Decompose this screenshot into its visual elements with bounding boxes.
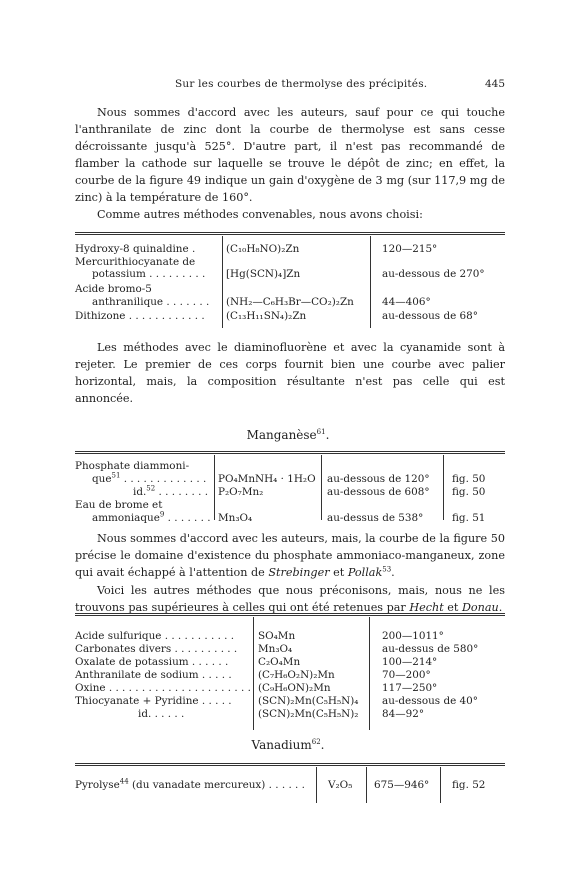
table-cell-formula: (SCN)₂Mn(C₅H₅N)₄: [258, 695, 359, 707]
table-top-rule-double: [75, 615, 505, 616]
paragraph-other-methods: Comme autres méthodes convenables, nous avons choisi:: [97, 208, 423, 221]
table-cell-reagent: Dithizone . . . . . . . . . . . .: [75, 310, 205, 322]
column-divider: [366, 767, 367, 803]
table-cell-range: 44—406°: [382, 296, 431, 308]
section-heading-manganese: Manganèse$^{61}$.: [246, 428, 330, 442]
table-cell-figure: fig. 50: [452, 486, 486, 498]
column-divider: [440, 767, 441, 803]
column-divider: [316, 767, 317, 803]
table-cell-formula: (C₁₀H₈NO)₂Zn: [226, 243, 300, 255]
table-cell-range: 675—946°: [374, 779, 430, 791]
table-cell-range: au-dessous de 120°: [327, 473, 430, 485]
table-cell-reagent: id. . . . . .: [138, 708, 185, 720]
table-cell-formula: PO₄MnNH₄ · 1H₂O: [218, 473, 316, 485]
table-cell-formula: (C₁₃H₁₁SN₄)₂Zn: [226, 310, 307, 322]
table-cell-range: au-dessous de 40°: [382, 695, 478, 707]
table-top-rule-double: [75, 453, 505, 454]
table-cell-reagent: Acide sulfurique . . . . . . . . . . .: [75, 630, 235, 642]
table-cell-formula: (NH₂—C₆H₃Br—CO₂)₂Zn: [226, 296, 354, 308]
table-top-rule: [75, 451, 505, 452]
table-cell-formula: V₂O₅: [328, 779, 353, 791]
table-cell-range: 120—215°: [382, 243, 438, 255]
table-cell-reagent: Anthranilate de sodium . . . . .: [75, 669, 232, 681]
table-cell-formula: Mn₃O₄: [258, 643, 293, 655]
table-cell-reagent: Phosphate diammoni-: [75, 460, 190, 472]
table-cell-formula: (C₉H₆ON)₂Mn: [258, 682, 331, 694]
table-cell-range: au-dessous de 270°: [382, 268, 485, 280]
column-divider: [214, 455, 215, 520]
table-cell-reagent: Hydroxy-8 quinaldine .: [75, 243, 196, 255]
table-cell-reagent: potassium . . . . . . . . .: [92, 268, 206, 280]
table-cell-figure: fig. 52: [452, 779, 486, 791]
table-cell-reagent: Pyrolyse$^{44}$ (du vanadate mercureux) . . . . . .: [75, 777, 305, 791]
column-divider: [253, 617, 254, 730]
section-title: Manganèse: [246, 428, 317, 442]
column-divider: [222, 236, 223, 328]
paragraph-phosphate-domain: Nous sommes d'accord avec les auteurs, mais, la courbe de la figure 50 précise le domaine d'existence du phosphate ammoniaco-manganeux, zone qui avait échappé à l'attention de Strebinger et Pollak$^{53}$.: [75, 532, 505, 579]
paragraph-rejected-methods: Les méthodes avec le diaminofluorène et avec la cyanamide sont à rejeter. Le premier de ces corps fournit bien une courbe avec palier horizontal, mais, la composition résultante n'est pas celle qui est annoncée.: [75, 341, 505, 405]
column-divider: [369, 617, 370, 730]
table-cell-range: au-dessus de 538°: [327, 512, 424, 524]
footnote-ref: 62: [311, 738, 321, 746]
table-cell-figure: fig. 50: [452, 473, 486, 485]
paragraph-other-manganese-methods: Voici les autres méthodes que nous préconisons, mais, nous ne les trouvons pas supérieures à celles qui ont été retenues par Hecht et Donau.: [75, 584, 505, 614]
table-cell-reagent: anthranilique . . . . . . .: [92, 296, 210, 308]
table-cell-formula: [Hg(SCN)₄]Zn: [226, 268, 301, 280]
table-cell-range: 70—200°: [382, 669, 431, 681]
table-cell-reagent: que$^{51}$ . . . . . . . . . . . . .: [92, 471, 207, 485]
table-cell-formula: (C₇H₆O₂N)₂Mn: [258, 669, 335, 681]
table-cell-reagent: Thiocyanate + Pyridine . . . . .: [75, 695, 232, 707]
table-cell-reagent: Carbonates divers . . . . . . . . . .: [75, 643, 238, 655]
table-cell-reagent: Oxine . . . . . . . . . . . . . . . . . . . . . .: [75, 682, 251, 694]
table-cell-formula: SO₄Mn: [258, 630, 296, 642]
table-cell-reagent: id.$^{52}$ . . . . . . . .: [133, 484, 209, 498]
footnote-ref: 61: [316, 428, 326, 436]
page-number: 445: [484, 78, 505, 90]
column-divider: [321, 455, 322, 520]
table-top-rule-double: [75, 765, 505, 766]
table-top-rule-double: [75, 234, 505, 235]
section-heading-vanadium: Vanadium$^{62}$.: [251, 738, 325, 752]
table-cell-reagent: ammoniaque$^9$ . . . . . . .: [92, 510, 211, 524]
table-cell-formula: C₂O₄Mn: [258, 656, 301, 668]
table-cell-range: au-dessous de 68°: [382, 310, 478, 322]
column-divider: [443, 455, 444, 520]
paragraph-zinc-anthranilate: Nous sommes d'accord avec les auteurs, sauf pour ce qui touche l'anthranilate de zinc dont la courbe de thermolyse est sans cesse décroissante jusqu'à 525°. D'autre part, il n'est pas recommandé de flamber la cathode sur laquelle se trouve le dépôt de zinc; en effet, la courbe de la figure 49 indique un gain d'oxygène de 3 mg (sur 117,9 mg de zinc) à la température de 160°.: [75, 106, 505, 204]
table-cell-reagent: Oxalate de potassium . . . . . .: [75, 656, 229, 668]
section-title: Vanadium: [251, 738, 312, 752]
table-top-rule: [75, 763, 505, 764]
table-cell-reagent: Eau de brome et: [75, 499, 163, 511]
table-cell-range: 100—214°: [382, 656, 438, 668]
table-cell-range: au-dessus de 580°: [382, 643, 479, 655]
table-cell-reagent: Acide bromo-5: [75, 283, 152, 295]
table-cell-formula: P₂O₇Mn₂: [218, 486, 264, 498]
table-cell-figure: fig. 51: [452, 512, 486, 524]
table-top-rule: [75, 613, 505, 614]
table-cell-range: 200—1011°: [382, 630, 444, 642]
table-cell-range: 84—92°: [382, 708, 425, 720]
table-top-rule: [75, 232, 505, 233]
table-cell-formula: Mn₃O₄: [218, 512, 253, 524]
header-title: Sur les courbes de thermolyse des précipités.: [175, 78, 428, 90]
column-divider: [370, 236, 371, 328]
table-cell-range: au-dessous de 608°: [327, 486, 430, 498]
table-cell-formula: (SCN)₂Mn(C₅H₅N)₂: [258, 708, 359, 720]
table-cell-range: 117—250°: [382, 682, 438, 694]
table-cell-reagent: Mercurithiocyanate de: [75, 256, 196, 268]
